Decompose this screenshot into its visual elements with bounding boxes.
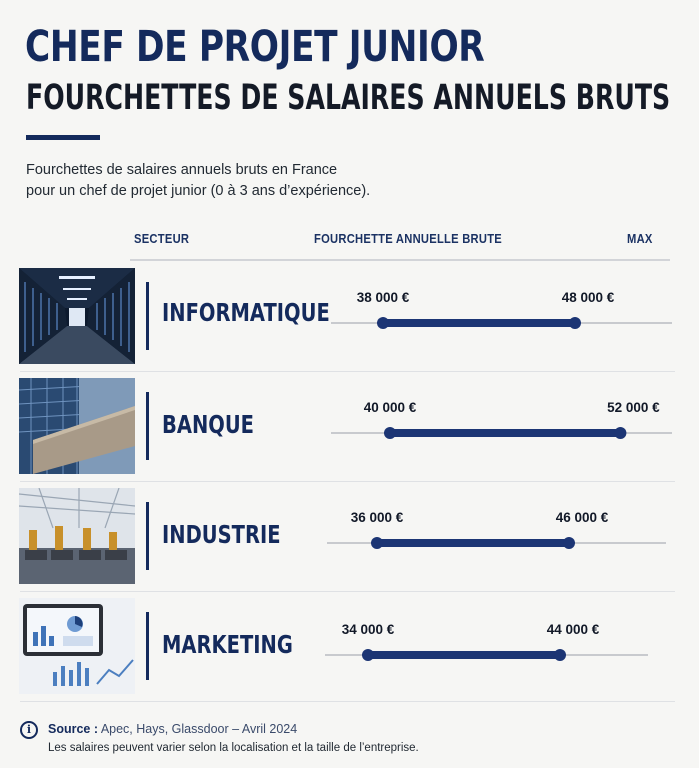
column-header-sector: SECTEUR (134, 231, 190, 246)
factory-robots-photo (19, 488, 135, 584)
max-salary-label: 52 000 € (607, 400, 660, 415)
row-divider (20, 701, 675, 702)
sector-label-banque: BANQUE (162, 410, 255, 439)
max-salary-label: 46 000 € (555, 510, 609, 525)
row-accent-bar (146, 282, 149, 350)
column-header-range: FOURCHETTE ANNUELLE BRUTE (314, 231, 503, 246)
column-header-max: MAX (627, 231, 653, 246)
min-salary-label: 40 000 € (363, 400, 417, 415)
intro-text (26, 160, 586, 202)
sector-row (0, 262, 699, 372)
max-salary-label: 44 000 € (546, 622, 600, 637)
title-accent-bar (26, 135, 100, 140)
sector-row (0, 372, 699, 482)
sector-label-informatique: INFORMATIQUE (162, 298, 330, 327)
footer-note: Les salaires peuvent varier selon la localisation et la taille de l’entreprise. (48, 742, 419, 754)
row-accent-bar (146, 502, 149, 570)
intro-line-2: pour un chef de projet junior (0 à 3 ans d’expérience). (26, 183, 371, 199)
bank-building-photo (19, 378, 135, 474)
intro-line-1: Fourchettes de salaires annuels bruts en France (26, 162, 338, 178)
sector-row (0, 482, 699, 592)
max-salary-label: 48 000 € (561, 290, 615, 305)
marketing-charts-photo (19, 598, 135, 694)
source-text: Apec, Hays, Glassdoor – Avril 2024 (100, 722, 298, 736)
row-accent-bar (146, 612, 149, 680)
info-icon: i (20, 721, 38, 739)
header-divider (130, 259, 670, 261)
source-label: Source : (48, 722, 99, 736)
row-accent-bar (146, 392, 149, 460)
min-salary-label: 38 000 € (356, 290, 410, 305)
min-salary-label: 36 000 € (350, 510, 404, 525)
min-salary-label: 34 000 € (341, 622, 395, 637)
server-room-photo (19, 268, 135, 364)
sector-row (0, 592, 699, 702)
page-subtitle: FOURCHETTES DE SALAIRES ANNUELS BRUTS (26, 78, 671, 118)
footer-source (48, 722, 297, 736)
page-title: CHEF DE PROJET JUNIOR (25, 22, 485, 72)
sector-label-marketing: MARKETING (162, 630, 293, 659)
sector-label-industrie: INDUSTRIE (162, 520, 281, 549)
